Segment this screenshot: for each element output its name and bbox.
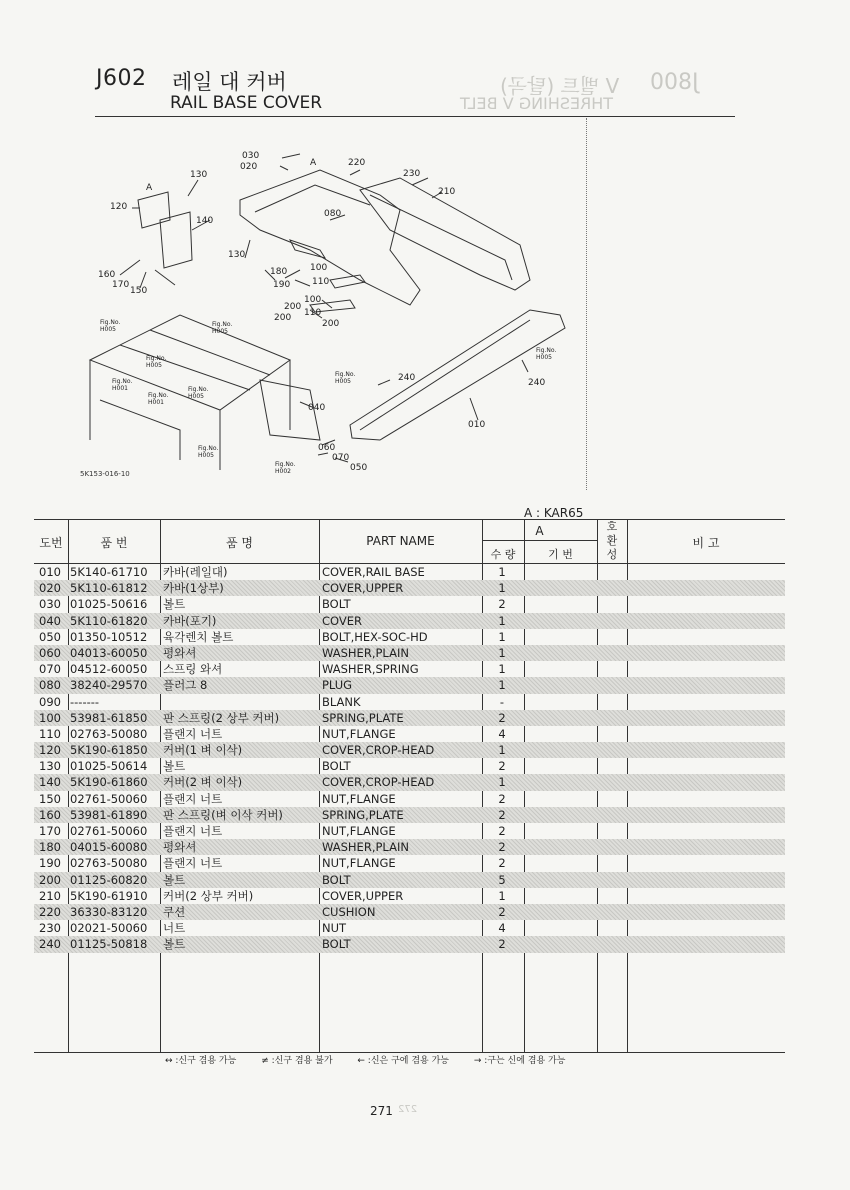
row-part-name: BOLT	[322, 872, 351, 887]
row-part-name: NUT	[322, 921, 347, 936]
row-ref-no: 090	[39, 694, 61, 709]
table-row	[34, 872, 785, 888]
header-remarks: 비 고	[692, 536, 720, 550]
row-part-name: BOLT,HEX-SOC-HD	[322, 629, 428, 644]
bleed-through-page-number: 272	[398, 1104, 418, 1115]
row-name-korean: 볼트	[163, 872, 186, 887]
svg-text:080: 080	[324, 209, 342, 219]
row-part-number: 02761-50060	[70, 791, 148, 806]
svg-text:H005: H005	[536, 354, 552, 361]
svg-text:200: 200	[274, 313, 292, 323]
table-row	[34, 742, 785, 758]
svg-text:H002: H002	[275, 468, 291, 475]
row-ref-no: 050	[39, 629, 61, 644]
row-quantity: 2	[498, 904, 506, 919]
row-quantity: 1	[498, 645, 506, 660]
table-row	[34, 823, 785, 839]
svg-text:Fig.No.: Fig.No.	[146, 355, 167, 362]
row-part-name: WASHER,PLAIN	[322, 645, 409, 660]
legend-interchangeable: ↔ :신구 겸용 가능	[165, 1056, 237, 1066]
parts-table	[34, 519, 785, 1053]
table-row	[34, 596, 785, 612]
row-part-name: NUT,FLANGE	[322, 791, 396, 806]
row-ref-no: 130	[39, 759, 61, 774]
row-quantity: 2	[498, 840, 506, 855]
table-row	[34, 936, 785, 952]
row-part-number: 01125-50818	[70, 937, 148, 952]
table-row	[34, 758, 785, 774]
svg-text:200: 200	[322, 319, 340, 329]
row-part-number: -------	[70, 694, 100, 709]
table-row	[34, 677, 785, 693]
row-part-name: PLUG	[322, 678, 353, 693]
row-quantity: -	[499, 694, 505, 709]
svg-text:140: 140	[196, 216, 214, 226]
svg-text:Fig.No.: Fig.No.	[536, 347, 557, 354]
svg-text:110: 110	[304, 308, 322, 318]
row-name-korean: 커버(1 벼 이삭)	[163, 743, 243, 758]
row-part-name: BOLT	[322, 597, 351, 612]
row-name-korean: 플랜지 너트	[163, 856, 223, 871]
svg-text:100: 100	[304, 295, 322, 305]
bleed-through-title-ko: V 벨트 (탈곡)	[500, 74, 620, 98]
table-row	[34, 580, 785, 596]
row-part-number: 36330-83120	[70, 904, 148, 919]
header-part-no: 품 번	[100, 536, 128, 550]
row-ref-no: 210	[39, 888, 61, 903]
svg-text:Fig.No.: Fig.No.	[100, 319, 121, 326]
svg-text:160: 160	[98, 270, 116, 280]
row-name-korean: 카바(레일대)	[163, 565, 228, 579]
bleed-through-code: J800	[650, 70, 699, 95]
svg-text:210: 210	[438, 187, 456, 197]
row-ref-no: 230	[39, 921, 61, 936]
row-part-name: SPRING,PLATE	[322, 710, 404, 725]
table-row	[34, 774, 785, 790]
svg-text:200: 200	[284, 302, 302, 312]
row-name-korean	[163, 694, 317, 710]
row-quantity: 2	[498, 791, 506, 806]
row-ref-no: 070	[39, 662, 61, 677]
table-row	[34, 839, 785, 855]
svg-text:230: 230	[403, 169, 421, 179]
row-ref-no: 120	[39, 743, 61, 758]
row-name-korean: 커버(2 상부 커버)	[163, 888, 254, 903]
svg-text:020: 020	[240, 162, 258, 172]
row-name-korean: 볼트	[163, 937, 186, 952]
svg-text:130: 130	[190, 170, 208, 180]
svg-text:060: 060	[318, 443, 336, 453]
svg-text:220: 220	[348, 158, 366, 168]
svg-text:Fig.No.: Fig.No.	[212, 321, 233, 328]
row-quantity: 1	[498, 888, 506, 903]
page-fold-line	[586, 118, 587, 490]
table-row	[34, 807, 785, 823]
part-120-shape	[138, 192, 170, 228]
row-ref-no: 020	[39, 581, 61, 596]
header-name-korean: 품 명	[226, 536, 253, 550]
row-name-korean: 플러그 8	[163, 678, 208, 693]
row-name-korean: 플랜지 너트	[163, 726, 223, 741]
header-part-name: PART NAME	[366, 534, 435, 548]
row-quantity: 4	[498, 726, 506, 741]
row-quantity: 1	[498, 581, 506, 596]
row-quantity: 2	[498, 937, 506, 952]
title-underline	[95, 116, 735, 117]
svg-text:H001: H001	[148, 399, 164, 406]
part-140-shape	[160, 212, 192, 268]
table-row	[34, 661, 785, 677]
header-group-a: A	[535, 524, 544, 538]
table-row	[34, 694, 785, 710]
svg-text:130: 130	[228, 250, 246, 260]
row-ref-no: 010	[39, 565, 61, 579]
row-name-korean: 플랜지 너트	[163, 791, 223, 806]
svg-text:180: 180	[270, 267, 288, 277]
row-part-number: 5K110-61820	[70, 613, 148, 628]
row-ref-no: 220	[39, 904, 61, 919]
row-name-korean: 카바(1상부)	[163, 581, 224, 596]
table-row	[34, 629, 785, 645]
diagram-linework	[90, 154, 565, 470]
row-quantity: 1	[498, 565, 506, 579]
row-ref-no: 040	[39, 613, 61, 628]
page-title-english: RAIL BASE COVER	[170, 93, 323, 113]
row-part-number: 53981-61890	[70, 807, 148, 822]
svg-text:H005: H005	[335, 378, 351, 385]
row-ref-no: 240	[39, 937, 61, 952]
row-ref-no: 140	[39, 775, 61, 790]
row-part-name: COVER	[322, 613, 363, 628]
row-part-number: 53981-61850	[70, 710, 148, 725]
svg-text:120: 120	[110, 202, 128, 212]
row-ref-no: 100	[39, 710, 61, 725]
svg-text:240: 240	[528, 378, 546, 388]
row-ref-no: 110	[39, 726, 61, 741]
row-name-korean: 플랜지 너트	[163, 824, 223, 838]
svg-text:070: 070	[332, 453, 350, 463]
row-quantity: 1	[498, 743, 506, 758]
row-name-korean: 스프링 와셔	[163, 662, 223, 677]
row-part-number: 38240-29570	[70, 678, 148, 693]
row-quantity: 1	[498, 613, 506, 628]
header-quantity: 수 량	[490, 548, 516, 561]
row-part-number: 04013-60050	[70, 645, 148, 660]
header-serial: 기 번	[548, 548, 573, 561]
svg-text:190: 190	[273, 280, 291, 290]
row-part-name: BLANK	[322, 694, 361, 709]
svg-text:H005: H005	[188, 393, 204, 400]
table-row	[34, 726, 785, 742]
svg-text:170: 170	[112, 280, 130, 290]
table-row	[34, 613, 785, 629]
row-quantity: 1	[498, 775, 506, 790]
row-quantity: 2	[498, 856, 506, 871]
svg-text:Fig.No.: Fig.No.	[198, 445, 219, 452]
table-row	[34, 564, 785, 580]
svg-text:H005: H005	[146, 362, 162, 369]
row-part-number: 5K190-61860	[70, 775, 148, 790]
row-ref-no: 150	[39, 791, 61, 806]
svg-text:Fig.No.: Fig.No.	[335, 371, 356, 378]
row-part-name: SPRING,PLATE	[322, 807, 404, 822]
row-ref-no: 200	[39, 872, 61, 887]
row-ref-no: 160	[39, 807, 61, 822]
svg-text:150: 150	[130, 286, 148, 296]
row-part-number: 04512-60050	[70, 662, 148, 677]
row-name-korean: 판 스프링(벼 이삭 커버)	[163, 807, 283, 822]
legend-new-for-old: ← :신은 구에 겸용 가능	[357, 1056, 449, 1066]
exploded-parts-diagram	[60, 140, 580, 480]
row-part-name: NUT,FLANGE	[322, 726, 396, 741]
table-row	[34, 855, 785, 871]
row-part-name: COVER,CROP-HEAD	[322, 743, 435, 758]
table-row	[34, 645, 785, 661]
row-quantity: 1	[498, 629, 506, 644]
bleed-through-title-en: THRESHING V BELT	[460, 94, 613, 113]
table-row	[34, 920, 785, 936]
svg-text:030: 030	[242, 151, 260, 161]
row-part-number: 5K140-61710	[70, 565, 148, 579]
legend-old-for-new: → :구는 신에 겸용 가능	[473, 1056, 566, 1066]
row-name-korean: 볼트	[163, 759, 186, 774]
row-name-korean: 육각렌치 볼트	[163, 629, 234, 644]
row-part-name: CUSHION	[322, 904, 376, 919]
svg-text:H005: H005	[212, 328, 228, 335]
svg-text:A: A	[310, 158, 317, 168]
svg-text:110: 110	[312, 277, 330, 287]
row-part-number: 02021-50060	[70, 921, 148, 936]
row-part-number: 5K190-61910	[70, 888, 148, 903]
page-number: 271	[370, 1104, 393, 1118]
part-010-shape	[350, 310, 565, 440]
row-name-korean: 쿠션	[163, 904, 186, 919]
header-subdivider	[482, 540, 597, 541]
row-part-number: 04015-60080	[70, 840, 148, 855]
row-part-number: 01025-50614	[70, 759, 148, 774]
row-part-name: COVER,CROP-HEAD	[322, 775, 435, 790]
row-quantity: 1	[498, 662, 506, 677]
svg-text:H001: H001	[112, 385, 128, 392]
row-ref-no: 180	[39, 840, 61, 855]
row-ref-no: 080	[39, 678, 61, 693]
header-no: 도번	[39, 536, 63, 550]
svg-text:010: 010	[468, 420, 486, 430]
svg-text:040: 040	[308, 403, 326, 413]
table-row	[34, 904, 785, 920]
table-row	[34, 710, 785, 726]
svg-text:100: 100	[310, 263, 328, 273]
row-quantity: 5	[498, 872, 506, 887]
row-ref-no: 030	[39, 597, 61, 612]
interchangeability-legend	[165, 1053, 587, 1066]
model-legend: A : KAR65	[524, 506, 584, 520]
row-part-number: 5K110-61812	[70, 581, 148, 596]
row-ref-no: 060	[39, 645, 61, 660]
row-ref-no: 190	[39, 856, 61, 871]
row-name-korean: 너트	[163, 921, 186, 936]
page-code: J602	[96, 66, 147, 91]
parts-table-body	[34, 564, 785, 953]
row-part-name: BOLT	[322, 937, 351, 952]
header-interchangeability: 호 환 성	[606, 520, 618, 561]
row-part-number: 02761-50060	[70, 824, 148, 838]
svg-text:A: A	[146, 183, 153, 193]
svg-text:H005: H005	[100, 326, 116, 333]
row-part-name: COVER,UPPER	[322, 888, 404, 903]
row-name-korean: 평와셔	[163, 840, 197, 855]
row-name-korean: 커버(2 벼 이삭)	[163, 775, 243, 790]
row-part-number: 02763-50080	[70, 726, 148, 741]
row-part-name: WASHER,SPRING	[322, 662, 419, 677]
row-part-number: 01125-60820	[70, 872, 148, 887]
svg-text:Fig.No.: Fig.No.	[188, 386, 209, 393]
legend-not-interchangeable: ≠ :신구 겸용 불가	[261, 1056, 333, 1066]
row-part-name: BOLT	[322, 759, 351, 774]
row-quantity: 2	[498, 710, 506, 725]
row-part-name: NUT,FLANGE	[322, 856, 396, 871]
row-name-korean: 판 스프링(2 상부 커버)	[163, 710, 280, 725]
table-row	[34, 888, 785, 904]
svg-text:H005: H005	[198, 452, 214, 459]
page-title-korean: 레일 대 커버	[172, 70, 287, 94]
row-part-number: 5K190-61850	[70, 743, 148, 758]
row-quantity: 2	[498, 807, 506, 822]
row-name-korean: 볼트	[163, 597, 186, 612]
row-part-number: 02763-50080	[70, 856, 148, 871]
row-quantity: 1	[498, 678, 506, 693]
row-quantity: 2	[498, 597, 506, 612]
row-part-name: WASHER,PLAIN	[322, 840, 409, 855]
svg-text:Fig.No.: Fig.No.	[275, 461, 296, 468]
row-part-name: COVER,RAIL BASE	[322, 565, 425, 579]
row-ref-no: 170	[39, 824, 61, 838]
svg-text:240: 240	[398, 373, 416, 383]
row-part-number: 01350-10512	[70, 629, 148, 644]
row-quantity: 2	[498, 759, 506, 774]
row-quantity: 2	[498, 824, 506, 838]
row-part-name: COVER,UPPER	[322, 581, 404, 596]
svg-text:050: 050	[350, 463, 368, 473]
svg-text:Fig.No.: Fig.No.	[112, 378, 133, 385]
row-part-number: 01025-50616	[70, 597, 148, 612]
row-name-korean: 카바(포기)	[163, 613, 217, 628]
diagram-reference-code: 5K153-016-10	[80, 470, 130, 478]
row-part-name: NUT,FLANGE	[322, 824, 396, 838]
row-name-korean: 평와셔	[163, 645, 197, 660]
table-row	[34, 791, 785, 807]
svg-text:Fig.No.: Fig.No.	[148, 392, 169, 399]
row-quantity: 4	[498, 921, 506, 936]
